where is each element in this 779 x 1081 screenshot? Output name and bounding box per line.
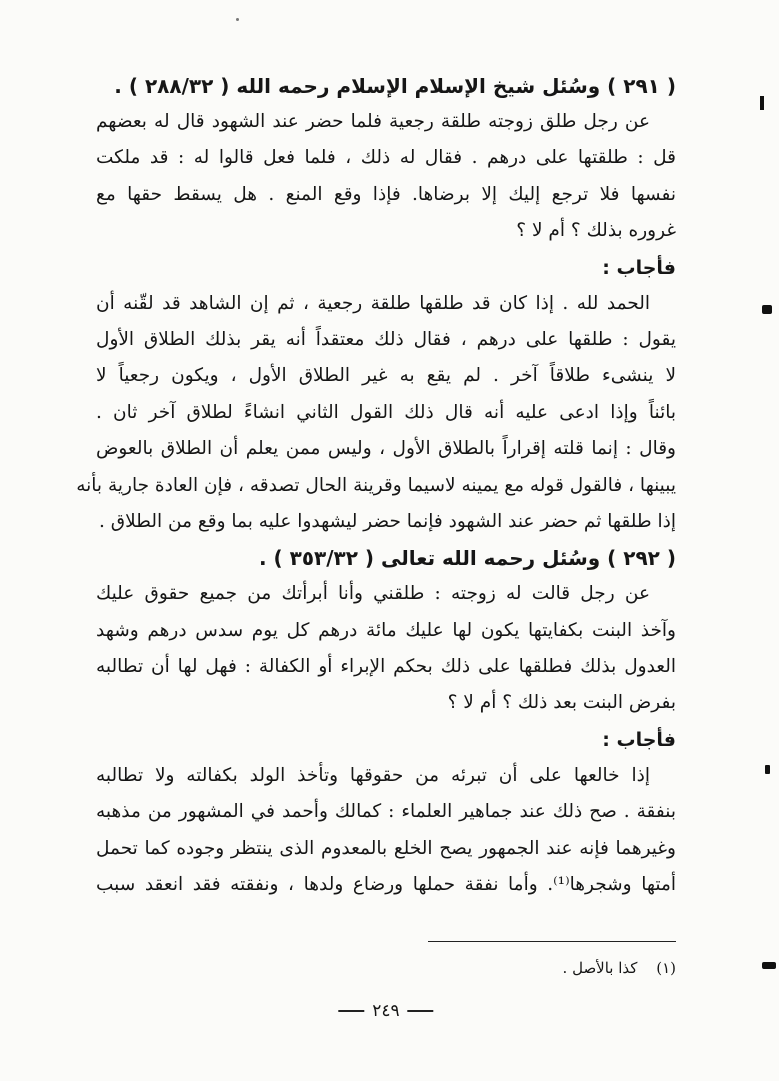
- footnote-divider: [428, 941, 676, 942]
- question-292-line-1: عن رجل قالت له زوجته : طلقني وأنا أبرأتك من جميع حقوق عليك: [96, 583, 650, 605]
- answer-292-line-2: بنفقة . صح ذلك عند جماهير العلماء : كمالك وأحمد في المشهور من مذهبه: [96, 801, 676, 823]
- answer-291-text: [76, 286, 676, 541]
- answer-291-line-5: وقال : إنما قلته إقراراً بالطلاق الأول ، وليس ممن يعلم أن الطلاق بالعوض: [96, 438, 676, 460]
- answer-291-line-2: يقول : طلقها على درهم ، فقال ذلك معتقداً أنه يقر بذلك الطلاق الأول: [96, 328, 676, 350]
- question-291-line-2: قل : طلقتها على درهم . فقال له ذلك ، فلما فعل قالوا له : قد ملكت: [96, 147, 676, 169]
- answer-292-line-3: وغيرهما فإنه عند الجمهور يصح الخلع بالمعدوم الذى ينتظر وجوده كما تحمل: [96, 837, 676, 859]
- question-291-text: [96, 104, 676, 250]
- answer-292-label: فأجاب :: [602, 728, 676, 751]
- footnote: [563, 956, 676, 980]
- answer-291-line-3: لا ينشىء طلاقاً آخر . لم يقع به غير الطلاق الأول ، ويكون رجعياً لا: [96, 365, 676, 387]
- page-number-value: ٢٤٩: [372, 1001, 400, 1021]
- answer-291-line-6: يبينها ، فالقول قوله مع يمينه لاسيما وقرينة الحال تصدقه ، فإن العادة جارية بأنه: [76, 474, 676, 496]
- scan-speck: [236, 18, 239, 21]
- book-page: [76, 68, 676, 1058]
- answer-292-text: [96, 758, 676, 904]
- question-291-line-4: غروره بذلك ؟ أم لا ؟: [516, 220, 676, 242]
- page-number: [338, 999, 433, 1023]
- question-292-heading: ( ٢٩٢ ) وسُئل رحمه الله تعالى ( ٣٥٣/٣٢ ) .: [258, 546, 676, 571]
- page-number-right-dash: [408, 1010, 434, 1012]
- question-292-line-3: العدول بذلك فطلقها على ذلك بحكم الإبراء أو الكفالة : فهل لها أن تطالبه: [96, 656, 676, 678]
- question-292-line-4: بفرض البنت بعد ذلك ؟ أم لا ؟: [447, 692, 676, 714]
- footnote-number: (١): [656, 959, 676, 977]
- question-292-text: [96, 576, 676, 722]
- question-291-heading: ( ٢٩١ ) وسُئل شيخ الإسلام الإسلام رحمه الله ( ٢٨٨/٣٢ ) .: [114, 74, 676, 98]
- answer-291-label: فأجاب :: [602, 256, 676, 279]
- answer-291-line-7: إذا طلقها ثم حضر عند الشهود فإنما حضر ليشهدوا عليه بما وقع من الطلاق .: [99, 510, 676, 532]
- scan-edge-mark: [762, 305, 772, 314]
- answer-292-line-1: إذا خالعها على أن تبرئه من حقوقها وتأخذ الولد بكفالته ولا تطالبه: [96, 764, 650, 786]
- question-291-line-1: عن رجل طلق زوجته طلقة رجعية فلما حضر عند الشهود قال له بعضهم: [96, 111, 650, 132]
- answer-292-line-4: أمتها وشجرها⁽¹⁾. وأما نفقة حملها ورضاع ولدها ، ونفقته فقد انعقد سبب: [96, 874, 676, 896]
- scan-edge-mark: [760, 96, 764, 110]
- scan-edge-mark: [762, 962, 776, 969]
- footnote-text: كذا بالأصل .: [562, 959, 638, 977]
- answer-291-line-1: الحمد لله . إذا كان قد طلقها طلقة رجعية ، ثم إن الشاهد قد لقّنه أن: [96, 292, 650, 314]
- question-291-line-3: نفسها فلا ترجع إليك إلا برضاها. فإذا وقع المنع . هل يسقط حقها مع: [96, 183, 676, 205]
- answer-291-line-4: بائناً وإذا ادعى عليه أنه قال ذلك القول الثاني انشاءً لطلاق آخر ثان .: [96, 401, 676, 423]
- question-292-line-2: وآخذ البنت بكفايتها يكون لها عليك مائة درهم كل يوم سدس درهم وشهد: [96, 619, 676, 641]
- scan-edge-mark: [765, 765, 770, 774]
- page-number-left-dash: [338, 1010, 364, 1012]
